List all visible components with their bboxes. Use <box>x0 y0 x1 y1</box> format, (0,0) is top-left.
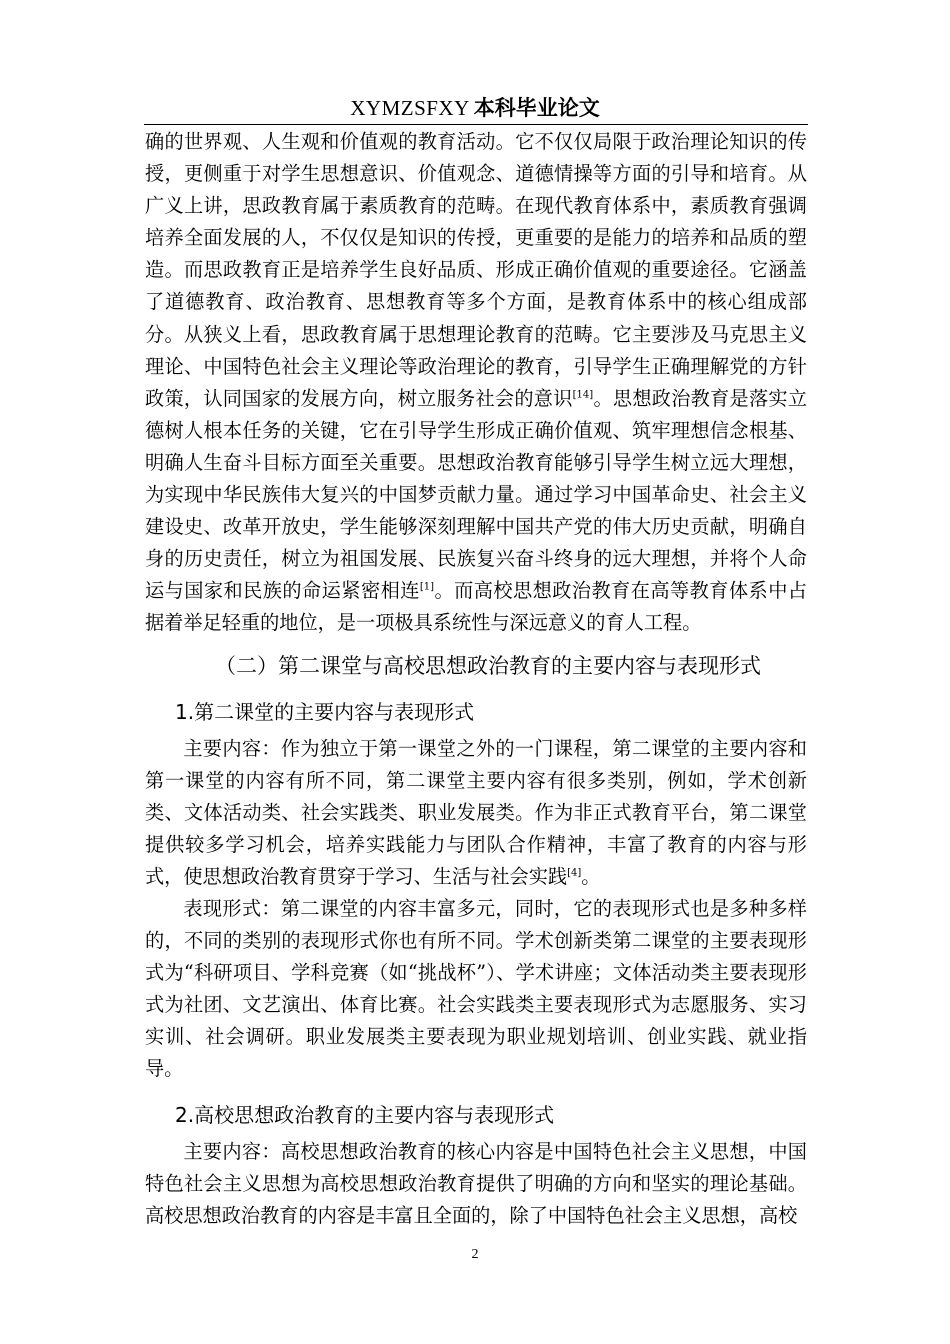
page-number: 2 <box>471 1247 479 1262</box>
paragraph-2-text-b: 。 <box>581 864 601 888</box>
header-rule <box>144 124 808 125</box>
subsection-heading-1: 1.第二课堂的主要内容与表现形式 <box>175 699 475 724</box>
section-heading: （二）第二课堂与高校思想政治教育的主要内容与表现形式 <box>215 653 761 678</box>
header-title-latin: XYMZSFXY <box>350 96 470 120</box>
paragraph-2 <box>145 733 807 893</box>
paragraph-3: 表现形式：第二课堂的内容丰富多元，同时，它的表现形式也是多种多样的，不同的类别的表现形式你也有所不同。学术创新类第二课堂的主要表现形式为“科研项目、学科竞赛（如“挑战杯”）、学术讲座；文体活动类主要表现形式为社团、文艺演出、体育比赛。社会实践类主要表现形式为志愿服务、实习实训、社会调研。职业发展类主要表现为职业规划培训、创业实践、就业指导。 <box>145 896 807 1081</box>
citation-14: [14] <box>572 389 594 401</box>
paragraph-1 <box>145 126 807 640</box>
citation-4: [4] <box>567 867 582 879</box>
citation-1: [1] <box>419 581 435 593</box>
paragraph-4: 主要内容：高校思想政治教育的核心内容是中国特色社会主义思想，中国特色社会主义思想为高校思想政治教育提供了明确的方向和坚实的理论基础。高校思想政治教育的内容是丰富且全面的，除了中国特色社会主义思想，高校 <box>145 1139 807 1227</box>
paragraph-1-text-c: 。而高校思想政治教育在高等教育体系中占据着举足轻重的地位，是一项极具系统性与深远意义的育人工程。 <box>145 579 808 635</box>
paragraph-1-text-b: 。思想政治教育是落实立德树人根本任务的关键，它在引导学生形成正确价值观、筑牢理想信念根基、明确人生奋斗目标方面至关重要。思想政治教育能够引导学生树立远大理想，为实现中华民族伟大复兴的中国梦贡献力量。通过学习中国革命史、社会主义建设史、改革开放史，学生能够深刻理解中国共产党的伟大历史贡献，明确自身的历史责任，树立为祖国发展、民族复兴奋斗终身的远大理想，并将个人命运与国家和民族的命运紧密相连 <box>145 386 808 603</box>
header-title-cjk: 本科毕业论文 <box>473 96 600 120</box>
page-header <box>0 94 950 122</box>
subsection-heading-2: 2.高校思想政治教育的主要内容与表现形式 <box>175 1102 555 1127</box>
paragraph-2-text-a: 主要内容：作为独立于第一课堂之外的一门课程，第二课堂的主要内容和第一课堂的内容有所不同，第二课堂主要内容有很多类别，例如，学术创新类、文体活动类、社会实践类、职业发展类。作为非正式教育平台，第二课堂提供较多学习机会，培养实践能力与团队合作精神，丰富了教育的内容与形式，使思想政治教育贯穿于学习、生活与社会实践 <box>145 736 807 888</box>
paragraph-1-text-a: 确的世界观、人生观和价值观的教育活动。它不仅仅局限于政治理论知识的传授，更侧重于对学生思想意识、价值观念、道德情操等方面的引导和培育。从广义上讲，思政教育属于素质教育的范畴。在现代教育体系中，素质教育强调培养全面发展的人，不仅仅是知识的传授，更重要的是能力的培养和品质的塑造。而思政教育正是培养学生良好品质、形成正确价值观的重要途径。它涵盖了道德教育、政治教育、思想教育等多个方面，是教育体系中的核心组成部分。从狭义上看，思政教育属于思想理论教育的范畴。它主要涉及马克思主义理论、中国特色社会主义理论等政治理论的教育，引导学生正确理解党的方针政策，认同国家的发展方向，树立服务社会的意识 <box>145 130 807 410</box>
body-content <box>145 126 807 1232</box>
